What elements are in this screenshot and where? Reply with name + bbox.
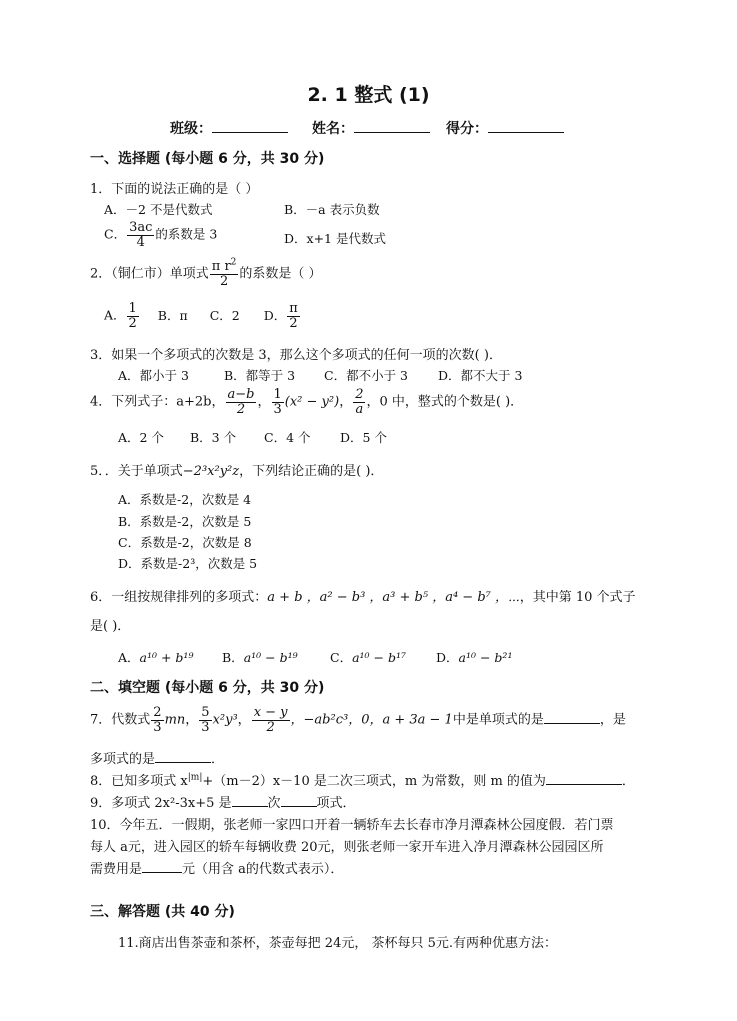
q6-option-a-label: A． [118,650,140,665]
q6-terms: a + b ，a² − b³ ，a³ + b⁵ ，a⁴ − b⁷ ，⋯ [267,590,520,605]
q6-option-d-expr: a¹⁰ − b²¹ [458,650,513,665]
q7-line-1: 7．代数式 $\frac{2}{3}$ mn， $\frac{5}{3}$ x²y³， $\frac{x - y}{2}$ ，−ab²c³，0，a + 3a − 1中是单项式的是 ，是 [90,705,626,735]
q2-suffix: 的系数是（ ） [239,266,322,282]
q4-fraction-2 [272,388,284,416]
q5-option-a: A．系数是-2，次数是 4 [118,492,252,507]
q3-option-a: A．都小于 3 [118,368,189,383]
q4-fraction-2-tail: (x² − y²) [284,394,340,410]
section-choice-heading: 一、选择题 (每小题 6 分，共 30 分) [90,151,325,167]
q3-option-c: C．都不小于 3 [324,368,408,383]
name-field [312,118,430,138]
q6-option-d-label: D． [436,650,459,665]
q5-stem [90,460,383,479]
q2-option-c: C．2 [209,307,240,323]
q8-text-b: +（m－2）x－10 是二次三项式，m 为常数，则 m 的值为 [202,774,546,789]
q10-line-3-b: 元（用含 a的代数式表示）． [182,862,344,877]
class-blank[interactable] [212,119,288,133]
q2-option-a-den: 2 [128,315,137,331]
q7-middle: ，−ab²c³，0，a + 3a − 1 [290,712,453,728]
q6-option-c-expr: a¹⁰ − b¹⁷ [352,650,406,665]
q7-fraction-2-den: 3 [201,719,210,735]
q2-option-b: B．π [157,307,188,323]
q5-option-b: B．系数是-2，次数是 5 [118,514,252,529]
q4-fraction-2-num: 1 [273,387,282,402]
q9-text-a: 9．多项式 2x²-3x+5 是 [90,796,232,811]
q6-line-1 [90,586,636,605]
q10-line-2: 每人 a元，进入园区的轿车每辆收费 20元，则张老师一家开车进入净月潭森林公园园区所 [90,840,604,855]
q4-fraction-3-num: 2 [355,387,364,402]
q3-stem: 3．如果一个多项式的次数是 3，那么这个多项式的任何一项的次数( )． [90,348,502,363]
q2-fraction-num: π r [211,259,231,274]
q4-prefix: 4．下列式子：a+2b， [90,394,225,410]
score-label: 得分： [446,121,488,137]
q2-option-a-fraction [127,302,139,330]
q6-suffix: ，其中第 10 个式子 [519,590,636,605]
q4-option-c: C．4 个 [264,430,311,445]
q7-fraction-1-den: 3 [153,719,162,735]
score-blank[interactable] [488,119,564,133]
q1-option-b: B．－a 表示负数 [284,202,380,217]
q9-blank-terms[interactable] [281,794,317,807]
q11-text: 11.商店出售茶壶和茶杯，茶壶每把 24元， 茶杯每只 5元.有两种优惠方法： [118,936,558,951]
q7-fraction-2 [199,706,211,734]
q6-option-c-label: C． [330,650,353,665]
section-fill-heading: 二、填空题 (每小题 6 分，共 30 分) [90,680,325,696]
q1-option-a: A．－2 不是代数式 [104,202,213,217]
q3-option-d: D．都不大于 3 [438,368,523,383]
q7-fraction-3 [252,706,290,734]
q2-options [104,302,301,330]
q2-stem [90,257,322,289]
q1-option-c [104,221,217,249]
q1-fraction [127,221,154,249]
q7-fraction-2-num: 5 [201,705,210,720]
q6-option-a [118,648,193,666]
q4-option-a: A．2 个 [118,430,164,445]
q5-expression: −2³x²y²z [182,464,240,479]
q7-prefix: 7．代数式 [90,712,151,728]
q4-fraction-3 [353,388,365,416]
q6-option-b [222,648,298,666]
q2-option-a-num: 1 [128,301,137,316]
q9-text-c: 项式． [316,796,356,811]
q7-suffix-2: ，是 [599,712,626,728]
q4-fraction-1-den: 2 [236,401,246,417]
q9-text-b: 次 [267,796,281,811]
q6-option-d [436,648,512,666]
q7-fraction-1-num: 2 [153,705,162,720]
q4-fraction-1 [226,388,257,416]
q2-option-d-num: π [289,301,298,316]
section-answer-heading: 三、解答题 (共 40 分) [90,904,235,920]
q1-option-d: D．x+1 是代数式 [284,231,386,246]
name-blank[interactable] [354,119,430,133]
q2-fraction-sup: 2 [230,257,237,268]
q7-line-2-text: 多项式的是 [90,752,156,767]
q2-fraction-den: 2 [219,273,229,289]
score-field [446,118,564,138]
q10-line-3-a: 需费用是 [90,862,143,877]
name-label: 姓名： [312,121,354,137]
q10-line-3 [90,858,343,877]
q1-fraction-den: 4 [136,234,145,250]
q6-option-c [330,648,406,666]
q6-option-b-expr: a¹⁰ − b¹⁹ [243,650,298,665]
q5-prefix: 5．．关于单项式 [90,464,183,479]
q10-line-1: 10．今年五．一假期，张老师一家四口开着一辆轿车去长春市净月潭森林公园度假．若门票 [90,818,614,833]
q7-fraction-1 [151,706,163,734]
q3-option-b: B．都等于 3 [224,368,296,383]
q4-stem: 4．下列式子：a+2b， $\frac{a-b}{2}$ ， $\frac{1}{3}$ (x² − y²)， $\frac{2}{a}$ ，0 中，整式的个数是( )． [90,387,524,417]
q8-end: ． [621,774,635,789]
q7-suffix: 中是单项式的是 [452,712,544,728]
q5-option-c: C．系数是-2，次数是 8 [118,535,252,550]
class-field [170,118,288,138]
q1-option-c-label: C． [104,226,127,242]
class-label: 班级： [170,121,212,137]
q7-fraction-3-num: x − y [253,705,288,720]
q6-prefix: 6．一组按规律排列的多项式： [90,590,268,605]
q4-fraction-3-den: a [355,401,364,417]
q2-option-d-label: D． [263,307,287,323]
q5-option-d: D．系数是-2³，次数是 5 [118,556,258,571]
q4-suffix: ，0 中，整式的个数是( )． [366,394,524,410]
q7-line-2: 多项式的是 ． [90,752,225,767]
q4-option-d: D．5 个 [340,430,387,445]
q1-stem: 1．下面的说法正确的是（ ） [90,182,259,197]
q4-option-b: B．3 个 [190,430,237,445]
q7-blank-polynomial[interactable] [155,750,211,763]
q6-option-a-expr: a¹⁰ + b¹⁹ [139,650,194,665]
worksheet-title: 2. 1 整式 (1) [307,84,430,106]
q7-fraction-2-tail: x²y³ [212,712,238,728]
q1-option-c-text: 的系数是 3 [155,226,218,242]
q2-option-d-den: 2 [289,315,298,331]
q7-blank-monomial[interactable] [544,711,600,724]
q2-option-d-fraction [287,302,300,330]
q4-fraction-2-den: 3 [273,401,282,417]
q7-fraction-1-tail: mn [164,712,186,728]
q6-option-b-label: B． [222,650,244,665]
q2-option-a-label: A． [104,307,126,323]
q8-blank[interactable] [546,772,622,785]
q4-fraction-1-num: a−b [227,387,255,402]
q9-text [90,792,356,811]
q6-line-2: 是( )． [90,619,131,634]
q7-fraction-3-den: 2 [266,719,275,735]
q1-fraction-num: 3ac [129,220,153,235]
q8-superscript: |m| [187,772,203,783]
q8-text [90,770,635,789]
q8-text-a: 8．已知多项式 x [90,774,188,789]
q10-blank[interactable] [142,860,182,873]
q2-fraction [210,257,239,289]
q2-prefix: 2．（铜仁市）单项式 [90,266,209,282]
q5-suffix: ，下列结论正确的是( )． [239,464,384,479]
q9-blank-degree[interactable] [232,794,268,807]
